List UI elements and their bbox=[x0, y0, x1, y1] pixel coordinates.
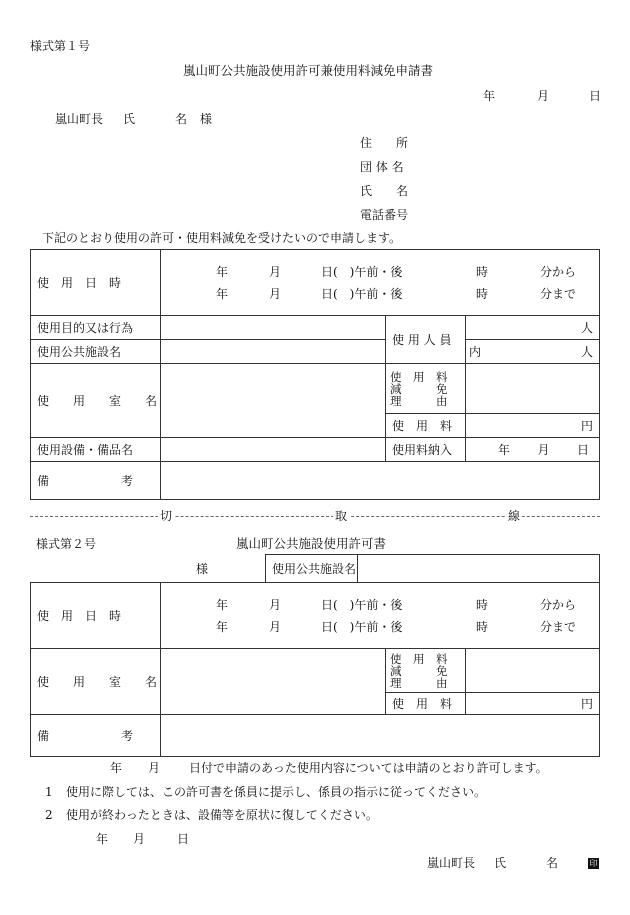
addressee-shi: 氏 bbox=[123, 112, 136, 126]
issue-date-month: 月 bbox=[133, 832, 146, 846]
seal-icon: 印 bbox=[589, 859, 598, 868]
addressee-sama: 様 bbox=[200, 112, 213, 126]
permit-datetime-from-line: 年 月 日( )午前・後 時 分から bbox=[216, 597, 577, 612]
permit-reduction-value[interactable] bbox=[466, 649, 600, 693]
permit-reduction-label: 使 用 料 減 免 理 由 bbox=[386, 649, 466, 693]
cut-label-tori: 取 bbox=[335, 509, 348, 523]
fee-value[interactable]: 円 bbox=[466, 414, 600, 438]
issue-date-day: 日 bbox=[177, 832, 190, 846]
permit-statement: 日付で申請のあった使用内容については申請のとおり許可します。 bbox=[189, 761, 548, 775]
cut-label-sen: 線 bbox=[508, 509, 521, 523]
permit-facility-value[interactable] bbox=[358, 555, 600, 583]
recipient-sama: 様 bbox=[196, 562, 209, 576]
reduction-reason-label: 使 用 料 減 免 理 由 bbox=[386, 364, 466, 414]
application-table bbox=[30, 249, 600, 500]
applicant-phone-label: 電話番号 bbox=[360, 208, 409, 222]
permit-remarks-value[interactable] bbox=[161, 715, 600, 757]
form-title-1: 嵐山町公共施設使用許可兼使用料減免申請書 bbox=[183, 63, 434, 78]
room-value[interactable] bbox=[161, 364, 386, 438]
datetime-cell bbox=[161, 250, 600, 316]
note-1-text: 使用に際しては、この許可書を係員に提示し、係員の指示に従ってください。 bbox=[66, 785, 487, 799]
fee-label: 使 用 料 bbox=[386, 414, 466, 438]
permit-facility-table bbox=[265, 554, 600, 583]
signer-shi: 氏 bbox=[494, 856, 507, 870]
permit-year: 年 bbox=[110, 761, 123, 775]
intro-text: 下記のとおり使用の許可・使用料減免を受けたいので申請します。 bbox=[42, 231, 402, 245]
people-label: 使 用 人 員 bbox=[386, 316, 466, 364]
addressee-mei: 名 bbox=[175, 112, 188, 126]
note-2-text: 使用が終わったときは、設備等を原状に復してください。 bbox=[66, 808, 378, 822]
signer-mayor: 嵐山町長 bbox=[427, 856, 476, 870]
people-breakdown[interactable]: 内 人 bbox=[466, 340, 600, 364]
form-title-2: 嵐山町公共施設使用許可書 bbox=[236, 536, 387, 551]
permit-facility-label: 使用公共施設名 bbox=[266, 555, 358, 583]
permit-table bbox=[30, 582, 600, 757]
note-2-number: 2 bbox=[45, 808, 53, 822]
permit-datetime-cell bbox=[161, 583, 600, 649]
permit-datetime-label: 使 用 日 時 bbox=[31, 583, 161, 649]
note-1-number: 1 bbox=[45, 785, 53, 799]
equipment-value[interactable] bbox=[161, 438, 386, 462]
remarks-value[interactable] bbox=[161, 462, 600, 500]
permit-room-value[interactable] bbox=[161, 649, 386, 715]
reduction-reason-value[interactable] bbox=[466, 364, 600, 414]
datetime-from-line: 年 月 日( )午前・後 時 分から bbox=[216, 264, 577, 279]
people-total[interactable]: 人 bbox=[466, 316, 600, 340]
permit-fee-label: 使 用 料 bbox=[386, 693, 466, 715]
facility-value[interactable] bbox=[161, 340, 386, 364]
permit-remarks-label: 備 考 bbox=[31, 715, 161, 757]
applicant-name-label: 氏 名 bbox=[360, 184, 409, 198]
permit-fee-value[interactable]: 円 bbox=[466, 693, 600, 715]
payment-label: 使用料納入 bbox=[386, 438, 466, 462]
facility-label: 使用公共施設名 bbox=[31, 340, 161, 364]
remarks-label: 備 考 bbox=[31, 462, 161, 500]
form-number-2: 様式第２号 bbox=[36, 537, 97, 551]
permit-month: 月 bbox=[148, 761, 161, 775]
form-number-1: 様式第１号 bbox=[30, 39, 91, 53]
date-day-1: 日 bbox=[589, 89, 602, 103]
issue-date-year: 年 bbox=[96, 832, 109, 846]
payment-date[interactable]: 年 月 日 bbox=[466, 438, 600, 462]
purpose-label: 使用目的又は行為 bbox=[31, 316, 161, 340]
applicant-group-label: 団 体 名 bbox=[360, 160, 404, 174]
signer-mei: 名 bbox=[546, 856, 559, 870]
date-year-1: 年 bbox=[483, 89, 496, 103]
cut-label-kiri: 切 bbox=[160, 509, 173, 523]
purpose-value[interactable] bbox=[161, 316, 386, 340]
applicant-address-label: 住 所 bbox=[360, 136, 409, 150]
date-month-1: 月 bbox=[537, 89, 550, 103]
addressee-mayor: 嵐山町長 bbox=[55, 112, 104, 126]
permit-datetime-to-line: 年 月 日( )午前・後 時 分まで bbox=[216, 619, 577, 634]
equipment-label: 使用設備・備品名 bbox=[31, 438, 161, 462]
room-label: 使 用 室 名 bbox=[31, 364, 161, 438]
datetime-to-line: 年 月 日( )午前・後 時 分まで bbox=[216, 286, 577, 301]
datetime-label: 使 用 日 時 bbox=[31, 250, 161, 316]
permit-room-label: 使 用 室 名 bbox=[31, 649, 161, 715]
